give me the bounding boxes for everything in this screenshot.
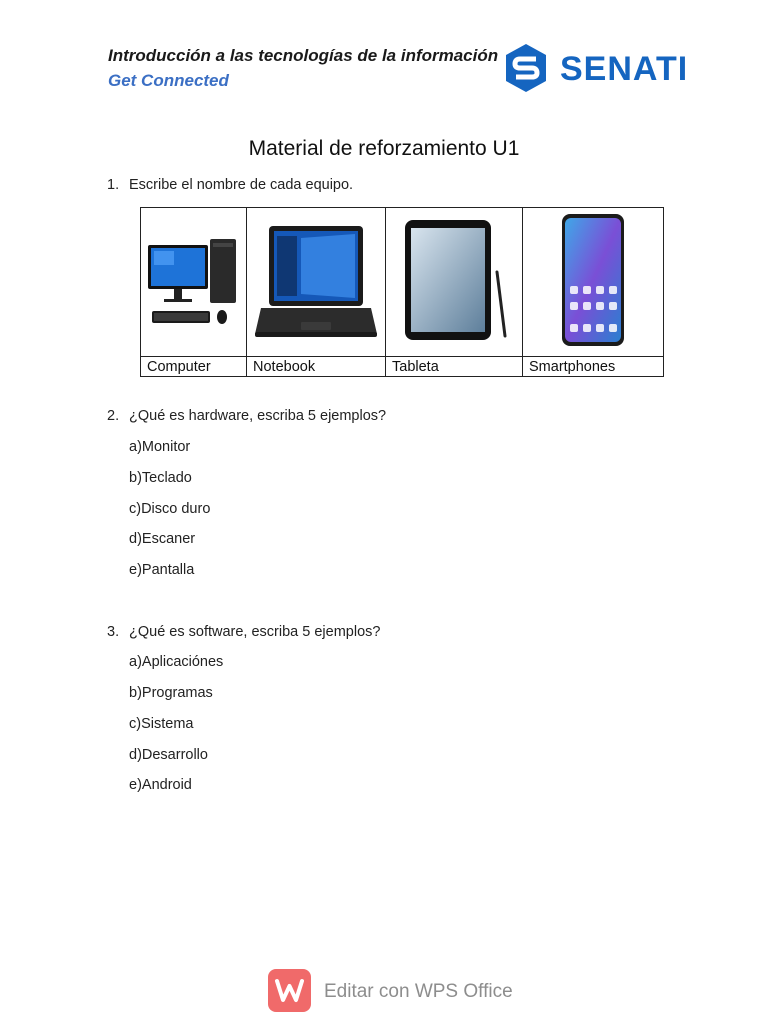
answer-item: c)Sistema xyxy=(129,716,194,732)
device-label: Smartphones xyxy=(523,357,664,377)
device-cell-notebook xyxy=(247,208,386,357)
answer-item: e)Pantalla xyxy=(129,562,195,578)
wps-logo-icon xyxy=(268,969,311,1012)
wps-edit-label: Editar con WPS Office xyxy=(324,981,513,1002)
wps-edit-button[interactable] xyxy=(268,969,528,1015)
question-3-text: ¿Qué es software, escriba 5 ejemplos? xyxy=(129,624,381,640)
question-3 xyxy=(107,624,380,640)
smartphone-icon xyxy=(558,212,628,348)
answer-item: d)Escaner xyxy=(129,531,196,547)
devices-table xyxy=(140,207,664,377)
question-1-text: Escribe el nombre de cada equipo. xyxy=(129,177,354,193)
answer-item: b)Teclado xyxy=(129,470,192,486)
device-label: Tableta xyxy=(386,357,523,377)
question-1-number: 1. xyxy=(107,177,120,193)
notebook-icon xyxy=(251,218,381,342)
question-1 xyxy=(107,177,353,193)
question-2-number: 2. xyxy=(107,408,120,424)
senati-logo-text: SENATI xyxy=(560,50,689,88)
answer-item: a)Aplicaciónes xyxy=(129,654,224,670)
answer-item: c)Disco duro xyxy=(129,501,211,517)
answer-item: d)Desarrollo xyxy=(129,747,208,763)
header-title: Introducción a las tecnologías de la información xyxy=(108,46,499,65)
tablet-icon xyxy=(399,216,509,344)
answer-item: b)Programas xyxy=(129,685,213,701)
question-2-text: ¿Qué es hardware, escriba 5 ejemplos? xyxy=(129,408,387,424)
question-2 xyxy=(107,408,386,424)
question-3-number: 3. xyxy=(107,624,120,640)
document-title: Material de reforzamiento U1 xyxy=(248,137,520,160)
device-cell-tablet xyxy=(386,208,523,357)
device-label: Computer xyxy=(141,357,247,377)
header-subtitle: Get Connected xyxy=(108,71,229,90)
desktop-computer-icon xyxy=(144,225,244,335)
device-cell-computer xyxy=(141,208,247,357)
answer-item: e)Android xyxy=(129,777,192,793)
device-cell-smartphone xyxy=(523,208,664,357)
answer-item: a)Monitor xyxy=(129,439,191,455)
device-label: Notebook xyxy=(247,357,386,377)
